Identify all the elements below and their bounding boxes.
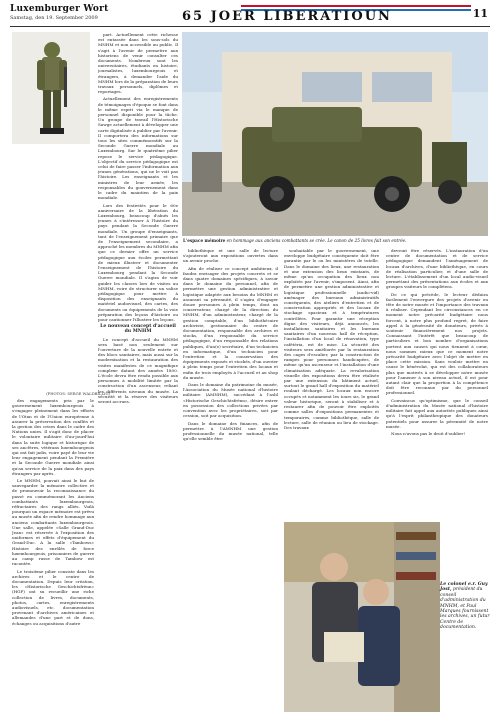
paragraph: devront être réservés. L'instauration d'un centre de documentation et de service pédagogique demandent l'aménagement de locaux d'archives, d'une bibliothèque, en cours de réalisation particulier, et d'une salle de lecture. L'établissement d'un local audio-visuel permettant des présentations aux écoles et aux groupes visiteurs le complètera.	[386, 248, 488, 290]
section-heading: Le nouveau concept d'accueil du MNHM	[100, 324, 176, 335]
paragraph: De ce qui précède, le lecteur déduira facilement l'envergure des projets d'avenir en tête de notre musée et l'importance des travaux à réaliser. Cependant les circonstances en ce moment notre précarité budgétaire nous forcent, à notre plus profond regret, de faire appel à la générosité de donateurs, privés à soutenir financièrement nos projets. Connaissant l'intérêt que beaucoup de particuliers et bon nombre d'organisations portent aux causes qui nous tiennent à cœur, nous sommes mieux que ce moment notre précarité budgétaire avec l'objet de mettre en place cette mission. Sans vouloir mettre en cause le bénévolat, qui est des collaborateurs plus que motivés à se développer notre musée pour l'amener à son niveau actuel, il est pour autant clair que la proportion à la compétence doit être reconnue par du personnel professionnel.	[386, 291, 488, 396]
paragraph: Le troisième pilier consiste dans les archives et le centre de documentation. Depuis leur création, les «Historische Geschichtsfrënn» (HGF) ont su recueillir une riche collection de livres, documents, photos, cartes, enregistrements audiovisuels, etc. documentation provenant d'archives américaines et allemandes d'une part et de dons, échanges ou acquisitions d'autre	[12, 568, 94, 626]
newspaper-title: Luxemburger Wort	[10, 4, 109, 14]
paragraph: Actuellement des enregistrements de témoignages d'époque se font dans le même esprit via le manque de personnel disponible pour la tâche. Un groupe de travail l'Historische Sawge actuellement à développer une carte digitalisée à publier par l'avenir. Il comportera des informations sur tous les sites commémoratifs sur la Seconde Guerre mondiale au Luxembourg. Sur le quatrième pilier repose le service pédagogique. L'objectif du service pédagogique est celui de faire passer l'information aux jeunes générations, qui ne le voit pas l'histoire. Les enseignants et les ministres de leur armée, les responsables du gouvernement dans le cadre du maintien de la paix mondiale.	[98, 96, 178, 201]
main-photo-caption	[183, 238, 489, 243]
side-caption-lead: Le colonel e.r. Guy Jost,	[440, 582, 488, 593]
archive-men-icon	[284, 522, 440, 712]
article-column-1	[12, 398, 94, 713]
paragraph: Dans le domaine des finances, afin de permettre à l'AMNHM une gestion professionnelle du musée national, telle qu'elle semble être	[183, 420, 278, 442]
article-column-4	[284, 248, 379, 518]
issue-date: Samstag, den 19. September 2009	[10, 15, 98, 21]
photo-credit: (PHOTOS: SERGE WALDBILLIG)	[46, 391, 110, 396]
caption-text: en hommage aux anciens combattants se crée. Le canon de 25 livres fait son entrée.	[225, 238, 407, 243]
paragraph: Nous n'avons pas le droit d'oublier!	[391, 430, 466, 436]
paragraph: bibliothèque et une salle de lecture s'ajouteront aux expositions ouvertes dans un avenir proche.	[183, 248, 278, 264]
article-column-3	[183, 248, 278, 713]
paragraph: Dans le domaine du patrimoine du musée, l'Association du Musée national d'histoire militaire (AMNHM), succédant à l'asbl «Historische Geschichtsfrënn», désire entrer en possession des collections privées par convention avec les propriétaires, soit par cession, soit par acquisition.	[183, 382, 278, 419]
military-vehicle-photo	[182, 32, 488, 236]
paragraph: Lors des festivités pour le 60e anniversaire de la libération du Luxembourg, beaucoup d'aînés les jeunes à s'intéresser à l'histoire du pays pendant la Seconde Guerre mondiale. Un groupe d'enseignants, tant de l'enseignement primaire que de l'enseignement secondaire, a approché les membres du MNHM afin que ce dernier offre un service pédagogique aux écoles permettant de mieux illustrer et documenter l'enseignement de l'histoire du Luxembourg pendant la Seconde Guerre mondiale. Il s'agira de voir guider les classes lors de visites au MNHM, voire de structurer un valise pédagogique pour mettre à disposition des enseignants du matériel audiovisuel, des cartes, des documents ou équipements de la voie préparation des leçons d'histoire ou pour cautionner l'illustrer les leçons.	[98, 202, 178, 322]
newspaper-brand	[10, 4, 108, 21]
paragraph: souhaitable par le gouvernement, une enveloppe budgétaire conséquente doit être garantie par le ou les ministères de tutelle. Dans le domaine des lieux, une restauration et une extension des lieux existants, de même qu'un occupation des lieux non exploités par l'avenir, s'imposent. Ainsi, afin de permettre une gestion administrative et logistique professionnelle (audio-vid) aménager des bureaux administratifs conséquents, des ateliers d'entretien et de conservation appropriés et des locaux de stockage spacieux et à températures contrôlées. Pour garantir une réception digne des visiteurs, déjà annoncés, les installations sanitaires et les bureaux sanitaires d'un nouveau hall de réception, l'installation d'un local de rénovation, type cafétéria, est de mise. La sécurité des visiteurs sera améliorée par la restauration des cages d'escalier, par la construction de rampes pour personnes handicapées, de même qu'un ascenseur et l'installation d'une climatisation adéquate. La revalorisation visuelle des expositions devra être réalisée par une extension du bâtiment actuel, surtout le grand hall d'exposition du matériel roulant déchargé. Les locaux non encore occupés et notamment les tours sis, le grand valeur historique, seront à stabiliser et à restaurer afin de pouvoir être exploités comme salles d'expositions permanentes et temporaires, comme bibliothèque, salle de lecture, salle de réunion ou lieu de stockage. Des travaux	[284, 248, 379, 430]
paragraph: Afin de réaliser ce concept ambitieux, il faudra envisager des projets concrets et se dans quatre domaines spécifiques, à savoir dans le domaine du personnel, afin de permettre une gestion administrative et logistique adaptée aux besoins du MNHM et assurant sa pérennité, il s'agira d'engager douze personnes à plein temps, dont un conservateur, chargé de la direction du MNHM, d'un administrateur, chargé de la gestion comptable, d'un bibliothécaire archiviste, gestionnaire du centre de documentation, responsable des archives et stocks, d'un responsable du service pédagogique, d'un responsable des relations publiques, d'un(e) secrétaire, d'un technicien en informatique, d'un technicien pour l'entretien et la conservation des équipements exposés et stockés, d'un ouvrier à plein temps pour l'entretien des locaux et enfin de trois employés à l'accueil et au shop du musée.	[183, 265, 278, 380]
side-caption-text: président du conseil d'administration du MNHM, et Paul Marques fournissent les archives, un futur Centre de documentation.	[440, 587, 490, 631]
header-rule	[10, 26, 490, 27]
article-column-5	[386, 248, 488, 518]
vehicle-scene-icon	[182, 32, 488, 236]
paragraph: part. Actuellement cette richesse est entassée dans les sous-sols du MNHM et non accessible au public. Il s'agit à l'avenir de permettre aux historiens de venir consulter ces documents. Nombreux sont les universitaires, étudiants en histoire, journalistes, luxembourgeois et étrangers, à demander l'aide du MNHM lors de la préparation de leurs travaux personnels, diplômes et reportages.	[98, 32, 178, 95]
paragraph: Le MNHM, pouvait ainsi le but de sauvegarder la mémoire collective et de promouvoir la reconnaissance du passé en commémorant les Anciens combattants luxembourgeois, réfractaires des rangs alliés. Voilà pourquoi un espace mémoire est prévu au musée afin de rendre hommage aux anciens combattants luxembourgeois. Une salle, appelée «Salle Grand-Duc Jean» est réservée à l'exposition des uniformes et effets d'équipement du Grand-Duc. A la salle «Tambows» Histoire des enrôlés de force luxembourgeois, prisonniers de guerre au camp russe de Tambow est racontée.	[12, 478, 94, 567]
article-column-2	[98, 32, 178, 713]
archives-photo	[284, 522, 440, 712]
page-number: 11	[472, 7, 488, 20]
paragraph: Convaincus qu'optimisme, que le conseil d'administration du Musée national d'histoire militaire fait appel aux autorités publiques ainsi qu'à l'esprit philanthropique des donateurs potentiels pour assurer la pérennité de notre musée.	[386, 397, 488, 429]
side-photo-caption	[440, 582, 494, 631]
soldier-figure-icon	[12, 32, 90, 144]
paragraph: Le concept d'accueil du MNHM sera basé non seulement sur l'ouverture de la nouvelle entrée et des blocs sanitaires, mais aussi sur la modernisation et la restauration des visites manifestes de ce magnifique complexe datant des années 1800. L'école devra être rendu possible aux personnes à mobilité limitée par la construction d'un ascenseur, reliant les différents niveaux du musée. La sécurité et la réserve des visiteurs seront accrues.	[98, 336, 178, 405]
masthead	[0, 0, 500, 27]
caption-lead: L'espace mémoire	[183, 238, 226, 243]
soldier-photo	[12, 32, 90, 144]
section-title: 65 JOER LIBERATIOUN	[182, 9, 392, 24]
paragraph: des engagements pris par le gouvernement luxembourgeois à s'engager pleinement dans les efforts de l'Otan et de l'Union européenne à assurer la préservation des conflits et la gestion des crises dans le cadre des Nations unies. Il s'agit donc de placer le volontaire militaire d'au-jourd'hui dans la suite logique et historique de ses ancêtres, vétérans luxembourgeois qui ont fait jadis, voire payé de leur vie leur engagement pendant la Première et la Seconde Guerre mondiale ainsi qu'au service de la paix dans des pays étrangers par après.	[12, 398, 94, 476]
